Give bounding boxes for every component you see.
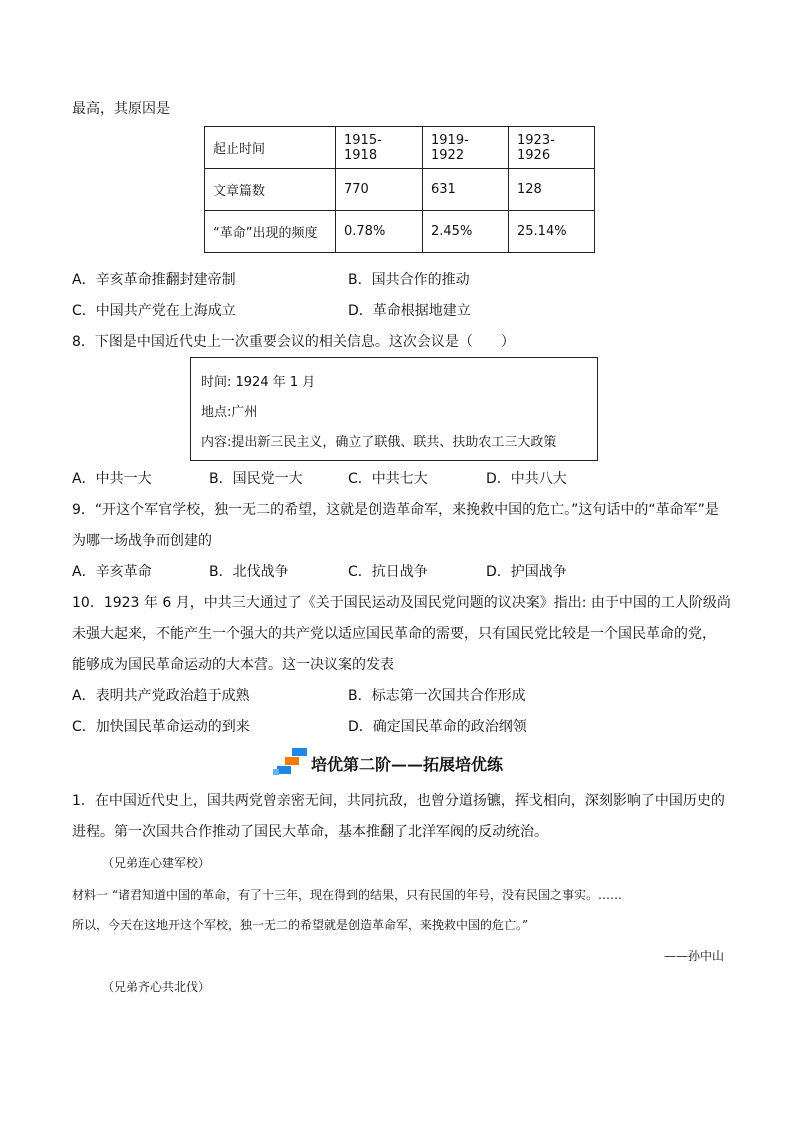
- table-cell: 文章篇数: [205, 169, 336, 211]
- q10-option-d[interactable]: D．确定国民革命的政治纲领: [348, 719, 527, 735]
- q9-option-d[interactable]: D．护国战争: [486, 564, 567, 580]
- table-cell: 2.45%: [423, 211, 509, 253]
- q10-stem-line3: 能够成为国民革命运动的大本营。这一决议案的发表: [72, 657, 394, 673]
- meeting-content: 内容:提出新三民主义，确立了联俄、联共、扶助农工三大政策: [201, 435, 557, 450]
- meeting-time: 时间: 1924 年 1 月: [201, 375, 316, 390]
- q8-option-b[interactable]: B．国民党一大: [209, 471, 303, 487]
- table-cell: 128: [509, 169, 595, 211]
- table-header-cell: 1919-1922: [423, 127, 509, 169]
- q9-option-a[interactable]: A．辛亥革命: [72, 564, 152, 580]
- q8-option-c[interactable]: C．中共七大: [348, 471, 428, 487]
- table-row: [205, 211, 595, 253]
- table-header-cell: 1923-1926: [509, 127, 595, 169]
- p1-stem-line2: 进程。第一次国共合作推动了国民大革命，基本推翻了北洋军阀的反动统治。: [72, 824, 548, 840]
- q8-option-a[interactable]: A．中共一大: [72, 471, 152, 487]
- q10-option-c[interactable]: C．加快国民革命运动的到来: [72, 719, 250, 735]
- q10-option-a[interactable]: A．表明共产党政治趋于成熟: [72, 688, 250, 704]
- section-steps-icon: [273, 748, 307, 776]
- q7-option-d[interactable]: D．革命根据地建立: [348, 303, 471, 319]
- table-header-cell: 1915-1918: [336, 127, 423, 169]
- section-title: 培优第二阶——拓展培优练: [311, 755, 504, 774]
- p1-material-line1: 材料一 “诸君知道中国的革命，有了十三年，现在得到的结果，只有民国的年号，没有民国之事实。……: [72, 888, 622, 902]
- q9-option-b[interactable]: B．北伐战争: [209, 564, 289, 580]
- q8-option-d[interactable]: D．中共八大: [486, 471, 567, 487]
- table-header-cell: 起止时间: [205, 127, 336, 169]
- revolution-frequency-table: [204, 126, 595, 253]
- table-cell: “革命”出现的频度: [205, 211, 336, 253]
- table-row: [205, 127, 595, 169]
- q7-option-b[interactable]: B．国共合作的推动: [348, 272, 470, 288]
- section-heading: [273, 748, 533, 776]
- q10-option-b[interactable]: B．标志第一次国共合作形成: [348, 688, 526, 704]
- p1-attribution: ——孙中山: [664, 949, 725, 963]
- q7-option-a[interactable]: A．辛亥革命推翻封建帝制: [72, 272, 236, 288]
- table-cell: 0.78%: [336, 211, 423, 253]
- table-cell: 631: [423, 169, 509, 211]
- meeting-place: 地点:广州: [201, 405, 258, 420]
- meeting-info-box: [190, 357, 598, 461]
- q10-stem-line1: 10．1923 年 6 月，中共三大通过了《关于国民运动及国民党问题的议决案》指出: 由于中国的工人阶级尚: [72, 595, 731, 611]
- p1-material-line2: 所以，今天在这地开这个军校，独一无二的希望就是创造革命军，来挽救中国的危亡。”: [72, 918, 529, 932]
- p1-stem-line1: 1．在中国近代史上，国共两党曾亲密无间，共同抗敌，也曾分道扬镳，挥戈相向，深刻影响了中国历史的: [72, 793, 725, 809]
- q7-stem-tail: 最高，其原因是: [72, 101, 170, 117]
- q8-stem: 8．下图是中国近代史上一次重要会议的相关信息。这次会议是（ ）: [72, 334, 515, 350]
- q9-stem-line1: 9．“开这个军官学校，独一无二的希望，这就是创造革命军，来挽救中国的危亡。”这句话中的“革命军”是: [72, 502, 719, 518]
- q9-option-c[interactable]: C．抗日战争: [348, 564, 428, 580]
- p1-subheading-2: （兄弟齐心共北伐）: [102, 980, 211, 994]
- table-row: [205, 169, 595, 211]
- table-cell: 770: [336, 169, 423, 211]
- p1-subheading-1: （兄弟连心建军校）: [102, 856, 211, 870]
- q9-stem-line2: 为哪一场战争而创建的: [72, 533, 212, 549]
- q10-stem-line2: 未强大起来，不能产生一个强大的共产党以适应国民革命的需要，只有国民党比较是一个国民革命的党，: [72, 626, 716, 642]
- q7-option-c[interactable]: C．中国共产党在上海成立: [72, 303, 236, 319]
- table-cell: 25.14%: [509, 211, 595, 253]
